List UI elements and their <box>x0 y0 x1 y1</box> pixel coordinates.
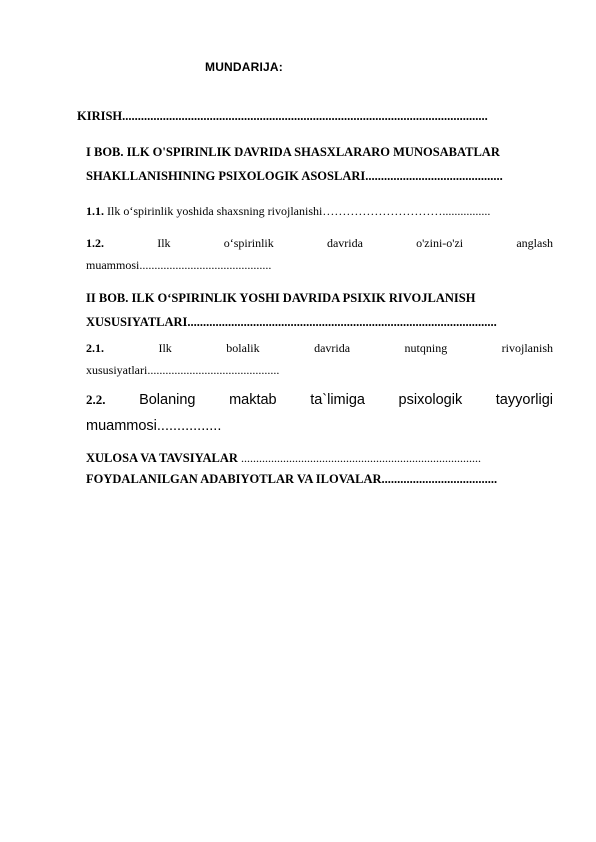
toc-word: davrida <box>326 236 363 250</box>
toc-word: rivojlanish <box>501 341 553 355</box>
toc-entry-number: 2.1. <box>86 341 104 355</box>
toc-title: MUNDARIJA: <box>205 60 283 74</box>
toc-entry-1-2-line2[interactable]: muammosi............................................ <box>86 258 272 272</box>
toc-word: ta`limiga <box>310 392 365 408</box>
toc-entry-number: 1.1. <box>86 204 104 218</box>
toc-entry-bob2-line1[interactable]: II BOB. ILK O‘SPIRINLIK YOSHI DAVRIDA PSIXIK RIVOJLANISH <box>86 291 476 305</box>
toc-word: Ilk <box>158 341 172 355</box>
toc-word: nutqning <box>404 341 448 355</box>
toc-word: Bolaning <box>139 392 196 408</box>
toc-entry-2-2-line2[interactable]: muammosi................ <box>86 418 222 434</box>
toc-entry-foydalanilgan[interactable]: FOYDALANILGAN ADABIYOTLAR VA ILOVALAR..................................... <box>86 472 498 486</box>
toc-entry-text: Ilk o‘spirinlik yoshida shaxsning rivojlanishi…………………………................ <box>107 204 491 218</box>
toc-entry-bob1-line1[interactable]: I BOB. ILK O'SPIRINLIK DAVRIDA SHASXLARARO MUNOSABATLAR <box>86 145 500 159</box>
toc-entry-1-2-line1[interactable] <box>86 236 553 251</box>
toc-entry-number: 1.2. <box>86 236 104 250</box>
toc-leader-dots: ................................................................................ <box>237 451 481 465</box>
toc-entry-number: 2.2. <box>86 392 106 407</box>
toc-word: maktab <box>229 392 277 408</box>
toc-entry-bob2-line2[interactable]: XUSUSIYATLARI................................................................................................... <box>86 315 497 329</box>
toc-entry-xulosa[interactable] <box>86 449 553 467</box>
toc-word: anglash <box>516 236 553 250</box>
toc-entry-1-1[interactable] <box>86 204 553 219</box>
toc-word: davrida <box>314 341 351 355</box>
toc-word: Ilk <box>157 236 171 250</box>
toc-word: tayyorligi <box>495 392 553 408</box>
toc-entry-2-1-line2[interactable]: xususiyatlari............................................ <box>86 363 280 377</box>
toc-word: o‘spirinlik <box>223 236 274 250</box>
toc-word: o'zini-o'zi <box>416 236 464 250</box>
toc-entry-2-2-line1[interactable] <box>86 392 553 408</box>
toc-entry-2-1-line1[interactable] <box>86 341 553 356</box>
toc-entry-label: XULOSA VA TAVSIYALAR <box>86 451 238 465</box>
toc-entry-kirish[interactable]: KIRISH..................................................................................................................... <box>77 109 488 123</box>
toc-word: psixologik <box>398 392 463 408</box>
toc-word: bolalik <box>226 341 260 355</box>
toc-entry-bob1-line2[interactable]: SHAKLLANISHINING PSIXOLOGIK ASOSLARI............................................ <box>86 169 503 183</box>
